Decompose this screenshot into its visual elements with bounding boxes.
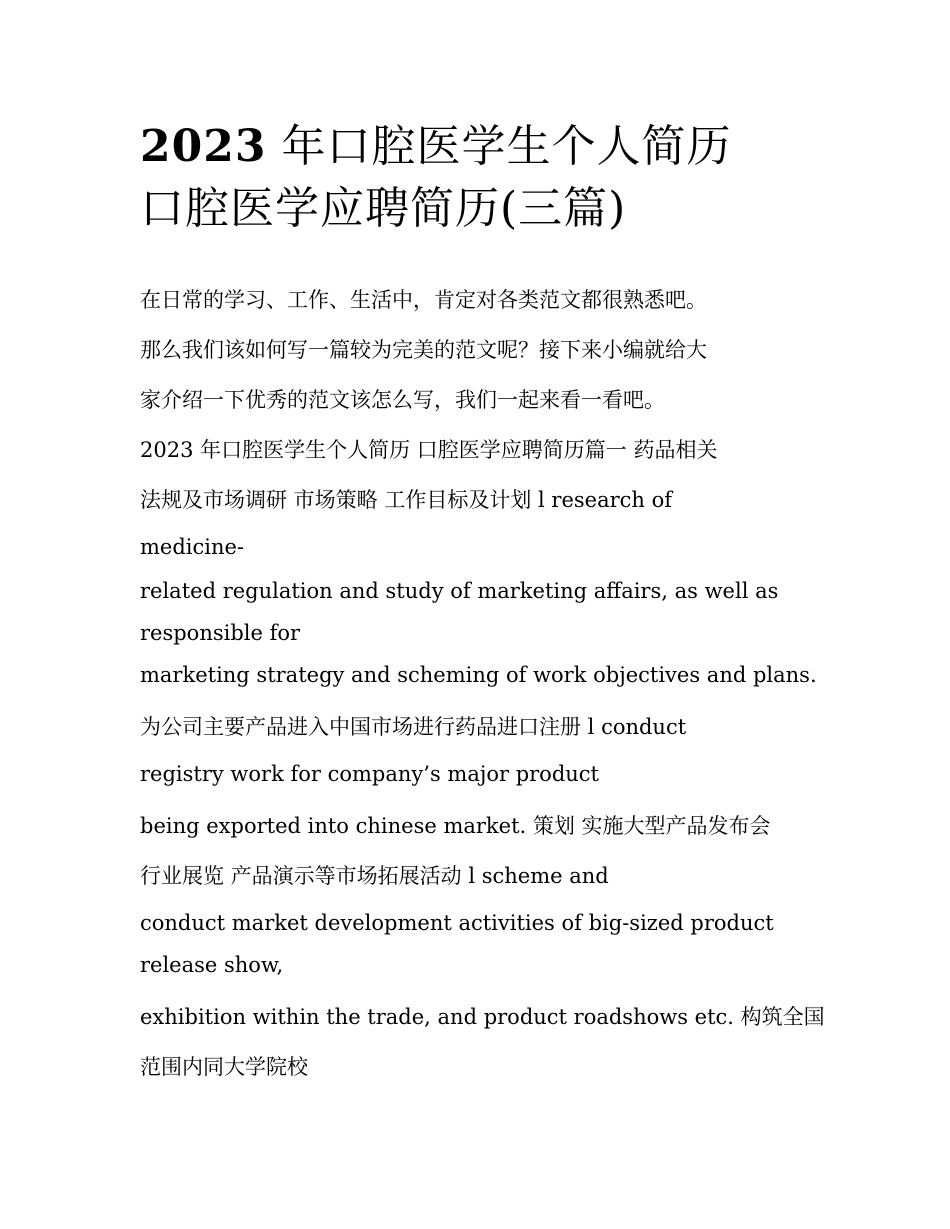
title-subtitle: 口腔医学应聘简历(三篇) [140,183,627,234]
body-line: 那么我们该如何写一篇较为完美的范文呢？接下来小编就给大 [140,338,707,362]
body-line: 范围内同大学院校 [140,1055,308,1079]
document-body [140,282,825,1099]
body-line: 法规及市场调研 市场策略 工作目标及计划 l research of [140,488,673,512]
body-line: being exported into chinese market. 策划 实施大型产品发布会 [140,814,771,838]
body-line: responsible for [140,621,301,645]
body-line: 为公司主要产品进入中国市场进行药品进口注册 l conduct [140,715,687,739]
body-line: marketing strategy and scheming of work objectives and plans. [140,663,817,687]
body-line: related regulation and study of marketing affairs, as well as [140,579,779,603]
title-year: 2023 [140,121,267,172]
body-line: 2023 年口腔医学生个人简历 口腔医学应聘简历篇一 药品相关 [140,438,718,462]
body-line: release show, [140,953,284,977]
body-line: 行业展览 产品演示等市场拓展活动 l scheme and [140,864,609,888]
body-line: 家介绍一下优秀的范文该怎么写，我们一起来看一看吧。 [140,388,665,412]
document-title [140,116,820,240]
body-line: exhibition within the trade, and product roadshows etc. 构筑全国 [140,1005,825,1029]
title-text: 年口腔医学生个人简历 [281,121,732,172]
body-line: 在日常的学习、工作、生活中，肯定对各类范文都很熟悉吧。 [140,288,707,312]
body-line: registry work for company’s major product [140,762,599,786]
body-line: medicine- [140,535,245,559]
body-line: conduct market development activities of big-sized product [140,911,774,935]
